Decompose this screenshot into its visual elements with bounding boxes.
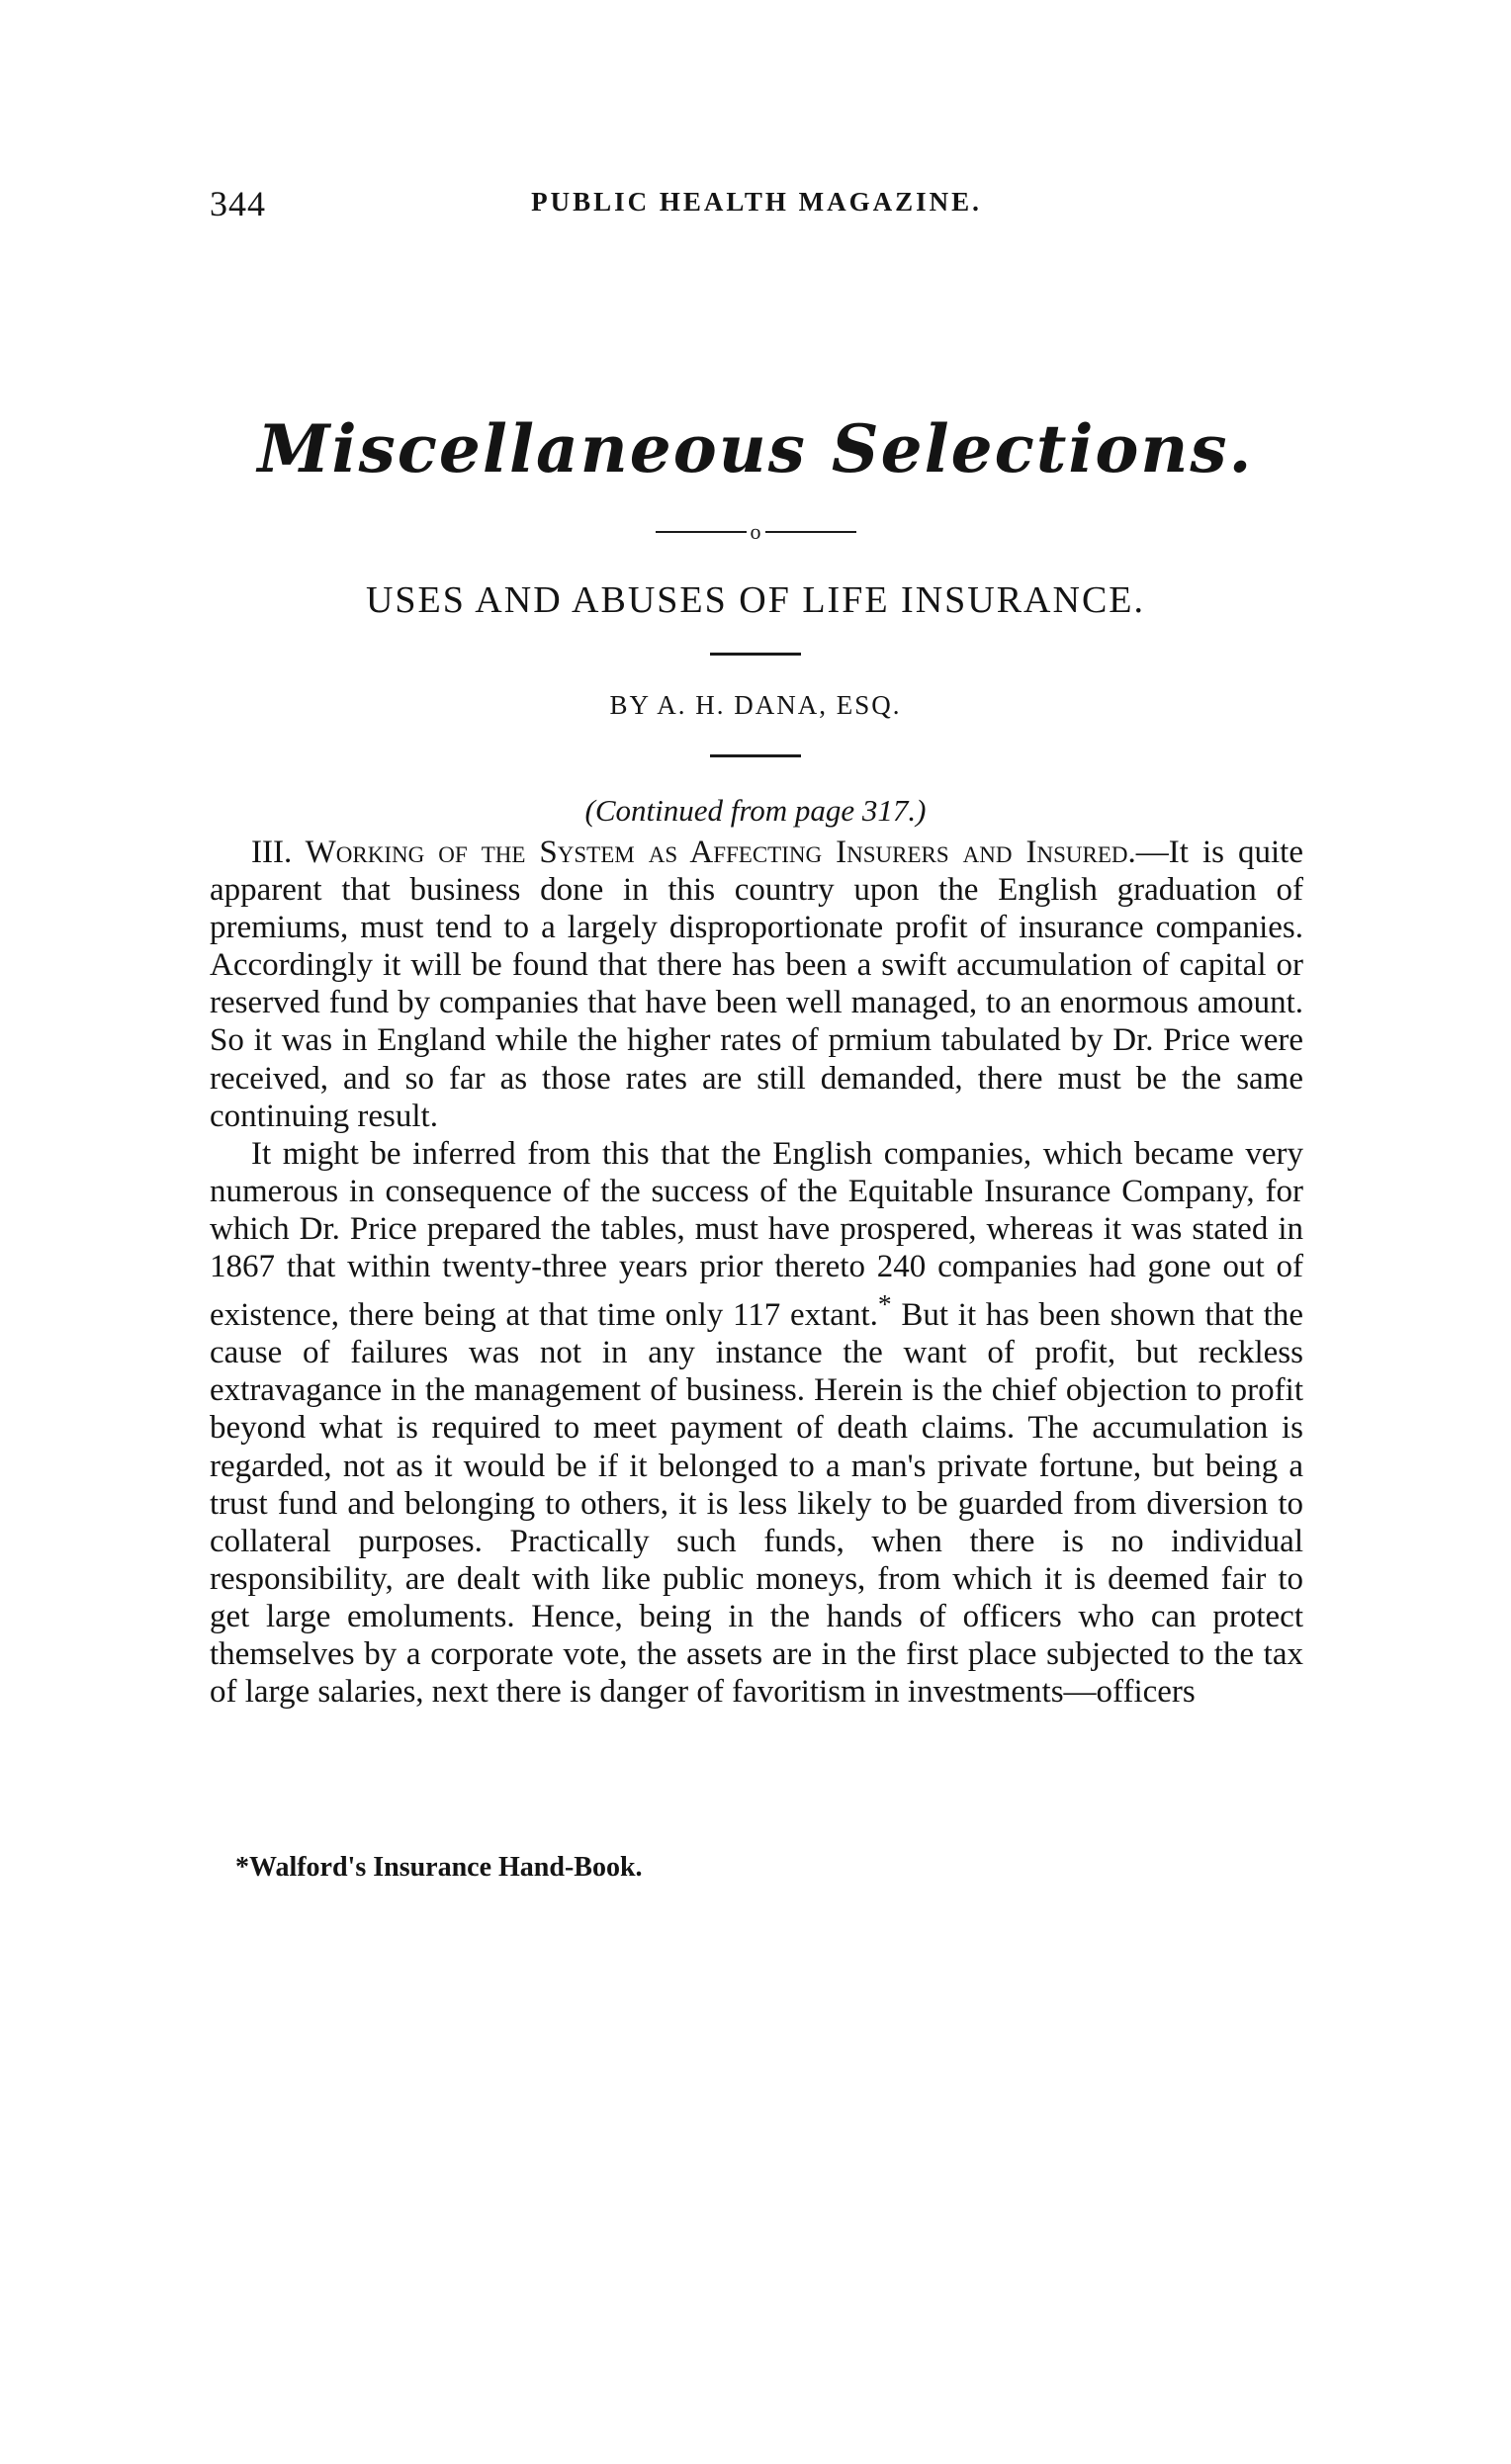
title-rule xyxy=(710,653,801,656)
article-title: USES AND ABUSES OF LIFE INSURANCE. xyxy=(365,579,1145,621)
article-byline: BY A. H. DANA, ESQ. xyxy=(609,690,902,720)
ornament-rule-left xyxy=(656,531,747,533)
running-head xyxy=(210,183,1303,232)
ornament-divider xyxy=(0,519,1511,543)
paragraph-2-text-b: But it has been shown that the cause of failures was not in any instance the want of profit, but reckless extravagance in the management of business. Herein is the chief objection to profit beyond what is required to meet payment of death claims. The accumulation is regarded, not as it would be if it belonged to a man's private fortune, but being a trust fund and belonging to others, it is less likely to be guarded from diversion to collateral purposes. Practically such funds, when there is no individual responsibility, are dealt with like public moneys, from which it is deemed fair to get large emoluments. Hence, being in the hands of officers who can protect themselves by a corporate vote, the assets are in the first place subjected to the tax of large salaries, next there is danger of favoritism in investments—officers xyxy=(210,1297,1304,1711)
paragraph-2 xyxy=(210,1135,1303,1711)
running-title: PUBLIC HEALTH MAGAZINE. xyxy=(531,187,982,217)
byline-rule xyxy=(710,754,801,757)
footnote-mark: * xyxy=(877,1288,892,1320)
paragraph-2-text-a: It might be inferred from this that the English companies, which became very numerous in consequence of the success of the Equitable Insurance Company, for which Dr. Price prepared the tables, must have prospered, whereas it was stated in 1867 that within twenty-three years prior thereto 240 companies had gone out of existence, there being at that time only 117 extant. xyxy=(210,1135,1303,1334)
paragraph-1-text: —It is quite apparent that business done in this country upon the English graduation of premiums, must tend to a largely disproportionate profit of insurance companies. Accordingly it will be found that there has been a swift accumulation of capital or reserved fund by companies that have been well managed, to an enormous amount. So it was in England while the higher rates of prmium tabulated by Dr. Price were received, and so far as those rates are still demanded, there must be the same continuing result. xyxy=(210,835,1303,1134)
section-subheading: III. Working of the System as Affecting Insurers and Insured. xyxy=(251,835,1136,870)
paragraph-1 xyxy=(210,834,1303,1135)
article-body xyxy=(210,834,1303,1711)
section-heading: Miscellaneous Selections. xyxy=(257,410,1254,487)
continued-note: (Continued from page 317.) xyxy=(584,793,927,828)
ornament-rule-right xyxy=(765,531,856,533)
ornament-center: o xyxy=(750,518,761,544)
footnote: *Walford's Insurance Hand-Book. xyxy=(235,1852,643,1883)
page-number: 344 xyxy=(210,184,266,223)
